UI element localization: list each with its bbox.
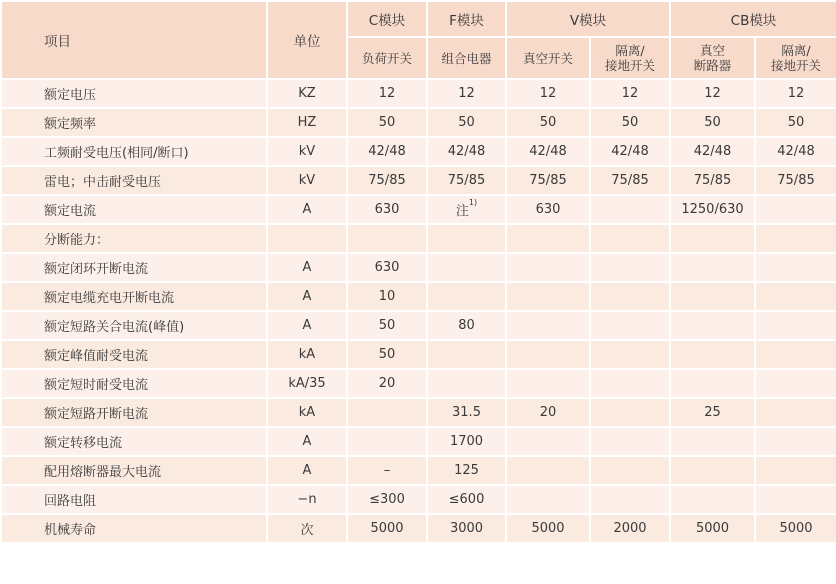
header-sub-load-switch: 负荷开关	[347, 37, 427, 79]
row-value	[755, 485, 836, 514]
row-value	[670, 427, 755, 456]
row-value: 630	[347, 253, 427, 282]
header-module-v: V模块	[506, 1, 670, 37]
row-value: 630	[506, 195, 590, 224]
row-unit: A	[267, 427, 347, 456]
row-unit: KZ	[267, 79, 347, 108]
row-value: 20	[347, 369, 427, 398]
row-name: 分断能力：	[1, 224, 267, 253]
table-row	[1, 195, 836, 224]
row-value	[755, 456, 836, 485]
row-value: 50	[670, 108, 755, 137]
row-name: 配用熔断器最大电流	[1, 456, 267, 485]
row-value	[427, 253, 506, 282]
row-value	[427, 282, 506, 311]
row-value	[755, 195, 836, 224]
header-sub-vacuum-switch: 真空开关	[506, 37, 590, 79]
row-value: 12	[755, 79, 836, 108]
row-unit: A	[267, 311, 347, 340]
table-row	[1, 340, 836, 369]
row-name: 额定峰值耐受电流	[1, 340, 267, 369]
row-value: 42/48	[427, 137, 506, 166]
row-value: 1250/630	[670, 195, 755, 224]
row-value	[755, 398, 836, 427]
table-row	[1, 514, 836, 543]
table-row	[1, 311, 836, 340]
row-value	[670, 253, 755, 282]
row-value	[347, 224, 427, 253]
row-value	[755, 427, 836, 456]
note-superscript: 1)	[468, 198, 478, 207]
table-row	[1, 79, 836, 108]
row-value: 5000	[506, 514, 590, 543]
row-value	[590, 282, 670, 311]
header-item: 项目	[1, 1, 267, 79]
row-value: 5000	[347, 514, 427, 543]
row-value	[427, 224, 506, 253]
row-value: 50	[347, 108, 427, 137]
row-name: 额定频率	[1, 108, 267, 137]
row-value	[670, 282, 755, 311]
header-module-cb: CB模块	[670, 1, 836, 37]
row-value	[427, 195, 506, 224]
row-name: 工频耐受电压(相同/断口)	[1, 137, 267, 166]
row-unit: HZ	[267, 108, 347, 137]
row-name: 雷电；中击耐受电压	[1, 166, 267, 195]
row-value	[670, 224, 755, 253]
row-value	[506, 369, 590, 398]
row-value: ≤300	[347, 485, 427, 514]
row-unit: kA	[267, 340, 347, 369]
header-sub-isolating-earthing-cb: 隔离/ 接地开关	[755, 37, 836, 79]
row-value: 75/85	[755, 166, 836, 195]
table-row	[1, 456, 836, 485]
row-unit: −n	[267, 485, 347, 514]
row-value	[755, 224, 836, 253]
row-value: 5000	[755, 514, 836, 543]
row-value	[347, 398, 427, 427]
row-name: 额定闭环开断电流	[1, 253, 267, 282]
row-value	[590, 427, 670, 456]
row-unit	[267, 224, 347, 253]
row-value	[590, 398, 670, 427]
row-value: 3000	[427, 514, 506, 543]
row-value	[670, 311, 755, 340]
row-value	[670, 456, 755, 485]
row-name: 额定短时耐受电流	[1, 369, 267, 398]
row-value	[427, 369, 506, 398]
row-value: 12	[590, 79, 670, 108]
row-value: 50	[755, 108, 836, 137]
row-value	[506, 456, 590, 485]
row-name: 额定转移电流	[1, 427, 267, 456]
header-module-f: F模块	[427, 1, 506, 37]
row-value: 50	[427, 108, 506, 137]
header-row-modules	[1, 1, 836, 37]
row-unit: kA	[267, 398, 347, 427]
row-unit: A	[267, 253, 347, 282]
row-value: 1700	[427, 427, 506, 456]
row-value	[590, 340, 670, 369]
row-value: 5000	[670, 514, 755, 543]
row-value: 12	[347, 79, 427, 108]
row-value	[590, 224, 670, 253]
row-value: 42/48	[670, 137, 755, 166]
row-value: 20	[506, 398, 590, 427]
row-value: 12	[670, 79, 755, 108]
row-value: 2000	[590, 514, 670, 543]
header-sub-isolating-earthing-v: 隔离/ 接地开关	[590, 37, 670, 79]
row-value: 42/48	[347, 137, 427, 166]
row-unit: 次	[267, 514, 347, 543]
spec-table-body	[1, 1, 836, 543]
row-value: 12	[506, 79, 590, 108]
table-row	[1, 166, 836, 195]
row-value: 125	[427, 456, 506, 485]
row-value: 31.5	[427, 398, 506, 427]
row-value	[670, 485, 755, 514]
row-value	[506, 427, 590, 456]
table-row	[1, 137, 836, 166]
row-value: 10	[347, 282, 427, 311]
table-row	[1, 398, 836, 427]
row-value	[755, 369, 836, 398]
row-value: 12	[427, 79, 506, 108]
row-value	[506, 340, 590, 369]
row-value: 630	[347, 195, 427, 224]
row-value	[590, 485, 670, 514]
row-value: 50	[506, 108, 590, 137]
row-value: 80	[427, 311, 506, 340]
row-value	[590, 456, 670, 485]
header-sub-combined: 组合电器	[427, 37, 506, 79]
row-value	[755, 253, 836, 282]
row-value	[755, 340, 836, 369]
header-module-c: C模块	[347, 1, 427, 37]
row-value: 50	[590, 108, 670, 137]
row-name: 机械寿命	[1, 514, 267, 543]
header-unit: 单位	[267, 1, 347, 79]
row-name: 额定电缆充电开断电流	[1, 282, 267, 311]
row-value: 42/48	[590, 137, 670, 166]
row-value	[506, 282, 590, 311]
table-row	[1, 108, 836, 137]
row-unit: kA/35	[267, 369, 347, 398]
row-value	[590, 253, 670, 282]
row-name: 额定电流	[1, 195, 267, 224]
row-value: 42/48	[755, 137, 836, 166]
table-row	[1, 369, 836, 398]
row-value: 75/85	[670, 166, 755, 195]
row-value: 50	[347, 311, 427, 340]
row-name: 回路电阻	[1, 485, 267, 514]
table-row	[1, 253, 836, 282]
row-value: 42/48	[506, 137, 590, 166]
row-value	[506, 311, 590, 340]
table-row	[1, 427, 836, 456]
row-value	[590, 195, 670, 224]
row-value	[347, 427, 427, 456]
row-name: 额定电压	[1, 79, 267, 108]
row-value: –	[347, 456, 427, 485]
row-name: 额定短路开断电流	[1, 398, 267, 427]
header-sub-vacuum-breaker: 真空 断路器	[670, 37, 755, 79]
table-row	[1, 485, 836, 514]
row-value: 75/85	[506, 166, 590, 195]
row-value	[670, 340, 755, 369]
row-unit: A	[267, 456, 347, 485]
row-unit: kV	[267, 137, 347, 166]
row-value	[506, 224, 590, 253]
row-unit: kV	[267, 166, 347, 195]
row-unit: A	[267, 195, 347, 224]
row-value: 75/85	[427, 166, 506, 195]
row-value	[755, 282, 836, 311]
row-value: 25	[670, 398, 755, 427]
row-value	[506, 485, 590, 514]
row-unit: A	[267, 282, 347, 311]
row-value	[755, 311, 836, 340]
row-value	[590, 369, 670, 398]
note-text: 注	[455, 204, 469, 219]
row-value	[590, 311, 670, 340]
row-value	[427, 340, 506, 369]
row-value: 75/85	[590, 166, 670, 195]
table-row	[1, 224, 836, 253]
row-value	[670, 369, 755, 398]
row-value: ≤600	[427, 485, 506, 514]
row-name: 额定短路关合电流(峰值)	[1, 311, 267, 340]
row-value	[506, 253, 590, 282]
row-value: 75/85	[347, 166, 427, 195]
row-value: 50	[347, 340, 427, 369]
table-row	[1, 282, 836, 311]
